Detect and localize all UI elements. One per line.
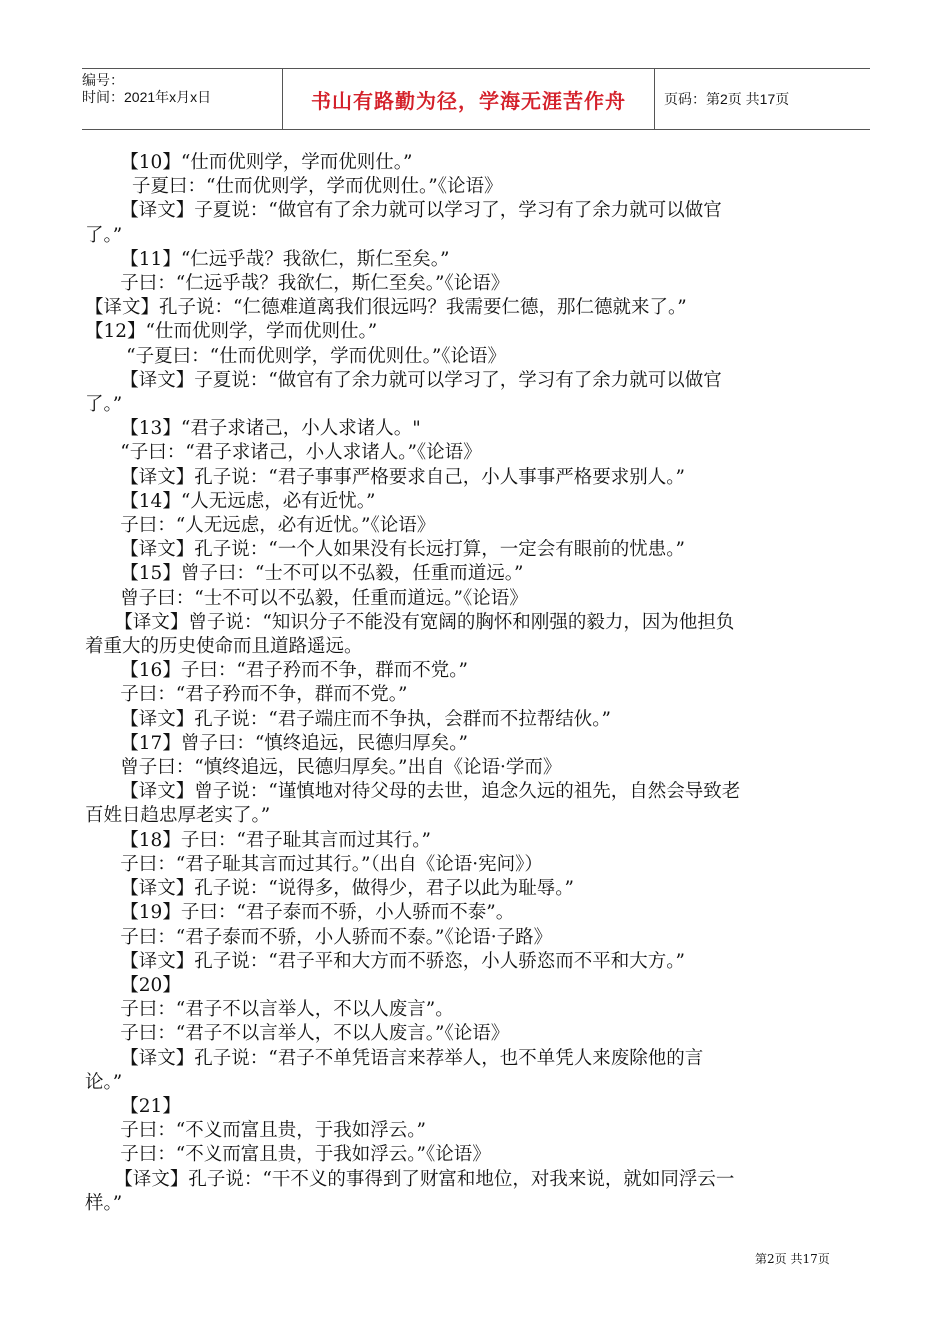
text-line: 子曰：“君子泰而不骄，小人骄而不泰。”《论语·子路》 — [85, 926, 553, 948]
text-line: 【16】子曰：“君子矜而不争，群而不党。” — [85, 660, 468, 682]
text-line: 【21】 — [85, 1095, 181, 1117]
text-line: 了。” — [85, 224, 123, 246]
text-line: 【12】“仕而优则学，学而优则仕。” — [85, 321, 378, 343]
text-line: 【译文】孔子说：“一个人如果没有长远打算，一定会有眼前的忧患。” — [85, 539, 685, 561]
page-number-label: 页码：第2页 共17页 — [664, 91, 790, 107]
text-line: 【20】 — [85, 974, 181, 996]
text-line: 【13】“君子求诸己，小人求诸人。" — [85, 418, 421, 440]
text-line: 曾子曰：“慎终追远，民德归厚矣。”出自《论语·学而》 — [85, 757, 562, 779]
text-line: 【18】子曰：“君子耻其言而过其行。” — [85, 829, 431, 851]
text-line: “子曰：“君子求诸己，小人求诸人。”《论语》 — [85, 442, 482, 464]
text-line: 【译文】曾子说：“谨慎地对待父母的去世，追念久远的祖先，自然会导致老 — [85, 781, 741, 803]
text-line: 【译文】孔子说：“君子端庄而不争执，会群而不拉帮结伙。” — [85, 708, 611, 730]
text-line: 【译文】子夏说：“做官有了余力就可以学习了，学习有了余力就可以做官 — [85, 200, 722, 222]
text-line: 子曰：“君子耻其言而过其行。”（出自《论语·宪问》） — [85, 853, 543, 875]
text-line: 子曰：“君子不以言举人，不以人废言。”《论语》 — [85, 1023, 510, 1045]
date-label: 时间：2021年x月x日 — [82, 89, 212, 105]
text-line: 【译文】孔子说：“仁德难道离我们很远吗？我需要仁德，那仁德就来了。” — [85, 297, 687, 319]
text-line: 【11】“仁远乎哉？我欲仁，斯仁至矣。” — [85, 248, 450, 270]
text-line: 子曰：“君子矜而不争，群而不党。” — [85, 684, 408, 706]
text-line: 子曰：“仁远乎哉？我欲仁，斯仁至矣。”《论语》 — [85, 273, 510, 295]
text-line: 【15】曾子曰：“士不可以不弘毅，任重而道远。” — [85, 563, 524, 585]
text-line: 【译文】孔子说：“干不义的事得到了财富和地位，对我来说，就如同浮云一 — [85, 1168, 735, 1190]
page-footer: 第2页 共17页 — [755, 1252, 830, 1266]
text-line: 【译文】孔子说：“说得多，做得少，君子以此为耻辱。” — [85, 878, 574, 900]
text-line: 着重大的历史使命而且道路遥远。 — [85, 636, 363, 658]
text-line: 论。” — [85, 1071, 123, 1093]
text-line: 子曰：“不义而富且贵，于我如浮云。” — [85, 1120, 426, 1142]
text-line: 子夏曰：“仕而优则学，学而优则仕。”《论语》 — [85, 176, 503, 198]
header-page-cell — [664, 69, 870, 129]
text-line: 样。” — [85, 1192, 123, 1214]
text-line: 百姓日趋忠厚老实了。” — [85, 805, 271, 827]
page-header — [82, 68, 870, 130]
text-line: 曾子曰：“士不可以不弘毅，任重而道远。”《论语》 — [85, 587, 528, 609]
text-line: “子夏曰：“仕而优则学，学而优则仕。”《论语》 — [85, 345, 507, 367]
text-line: 子曰：“君子不以言举人，不以人废言”。 — [85, 999, 454, 1021]
header-motto-cell — [282, 69, 655, 129]
text-line: 【译文】孔子说：“君子不单凭语言来荐举人，也不单凭人来废除他的言 — [85, 1047, 704, 1069]
text-line: 了。” — [85, 394, 123, 416]
document-body — [85, 151, 865, 1216]
text-line: 子曰：“不义而富且贵，于我如浮云。”《论语》 — [85, 1144, 491, 1166]
text-line: 【14】“人无远虑，必有近忧。” — [85, 490, 376, 512]
text-line: 【译文】子夏说：“做官有了余力就可以学习了，学习有了余力就可以做官 — [85, 369, 722, 391]
text-line: 子曰：“人无远虑，必有近忧。”《论语》 — [85, 515, 436, 537]
text-line: 【译文】曾子说：“知识分子不能没有宽阔的胸怀和刚强的毅力，因为他担负 — [85, 611, 735, 633]
text-line: 【译文】孔子说：“君子平和大方而不骄恣，小人骄恣而不平和大方。” — [85, 950, 685, 972]
doc-number-label: 编号： — [82, 72, 124, 88]
text-line: 【译文】孔子说：“君子事事严格要求自己，小人事事严格要求别人。” — [85, 466, 685, 488]
header-meta — [82, 69, 282, 132]
motto-text: 书山有路勤为径，学海无涯苦作舟 — [311, 88, 626, 113]
text-line: 【19】子曰：“君子泰而不骄，小人骄而不泰”。 — [85, 902, 515, 924]
text-line: 【17】曾子曰：“慎终追远，民德归厚矣。” — [85, 732, 468, 754]
text-line: 【10】“仕而优则学，学而优则仕。” — [85, 152, 413, 173]
